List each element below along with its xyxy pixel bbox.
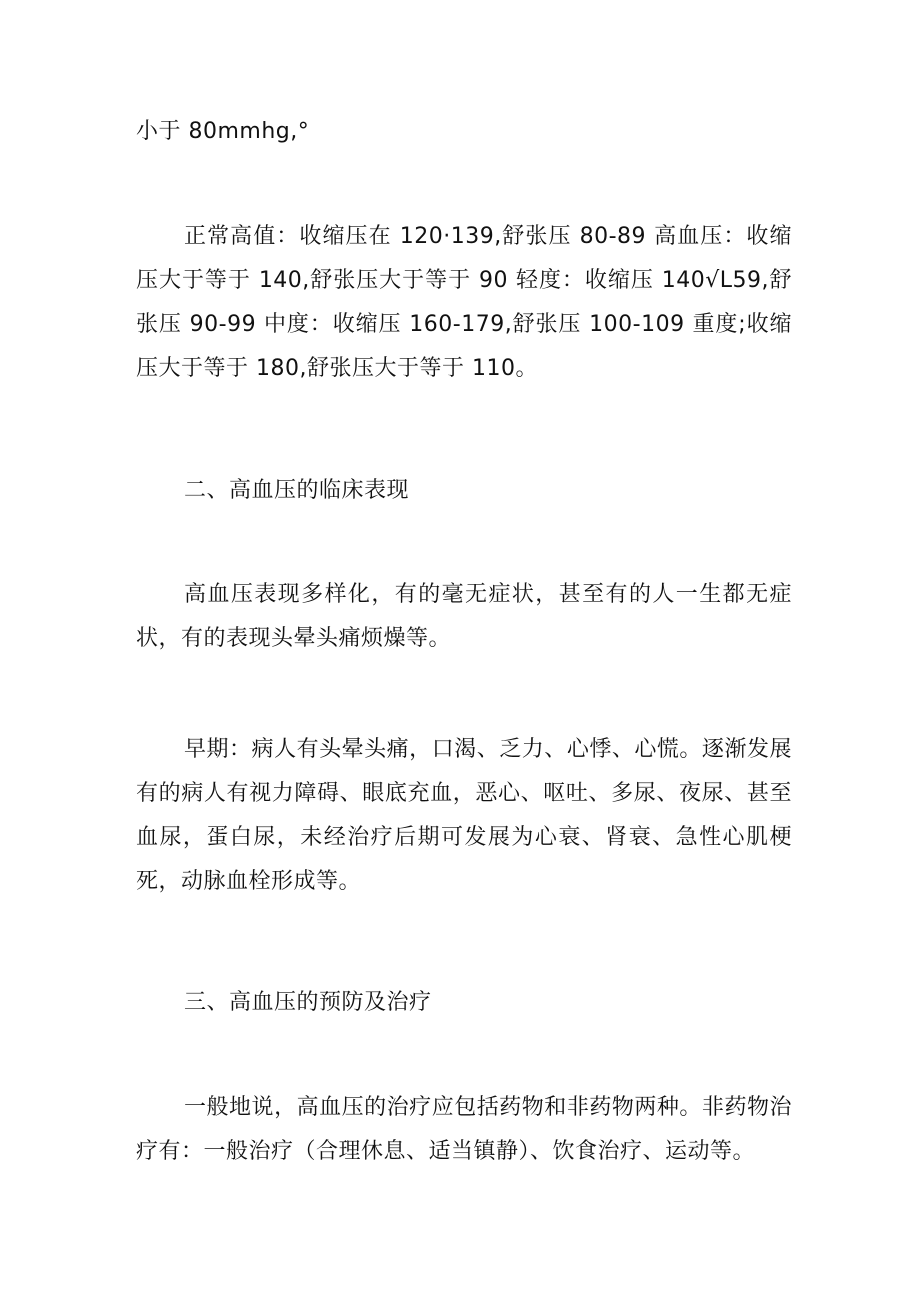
paragraph-treatment: 一般地说，高血压的治疗应包括药物和非药物两种。非药物治疗有：一般治疗（合理休息、适当镇静）、饮食治疗、运动等。 <box>136 1095 792 1164</box>
paragraph-early-symptoms: 早期：病人有头晕头痛，口渴、乏力、心悸、心慌。逐渐发展有的病人有视力障碍、眼底充血，恶心、呕吐、多尿、夜尿、甚至血尿，蛋白尿，未经治疗后期可发展为心衰、肾衰、急性心肌梗死，动脉血栓形成等。 <box>136 737 792 894</box>
section-heading-clinical-manifestations: 二、高血压的临床表现 <box>184 478 410 503</box>
paragraph-symptoms-overview: 高血压表现多样化，有的毫无症状，甚至有的人一生都无症状，有的表现头晕头痛烦燥等。 <box>136 582 792 651</box>
paragraph-blood-pressure-grades: 正常高值：收缩压在 120·139,舒张压 80-89 高血压：收缩压大于等于 140,舒张压大于等于 90 轻度：收缩压 140√L59,舒张压 90-99 中度：收缩压 160-179,舒张压 100-109 重度;收缩压大于等于 180,舒张压大于等于 110。 <box>136 224 792 381</box>
paragraph-continuation: 小于 80mmhg,° <box>136 119 310 144</box>
section-heading-prevention-treatment: 三、高血压的预防及治疗 <box>184 990 432 1015</box>
